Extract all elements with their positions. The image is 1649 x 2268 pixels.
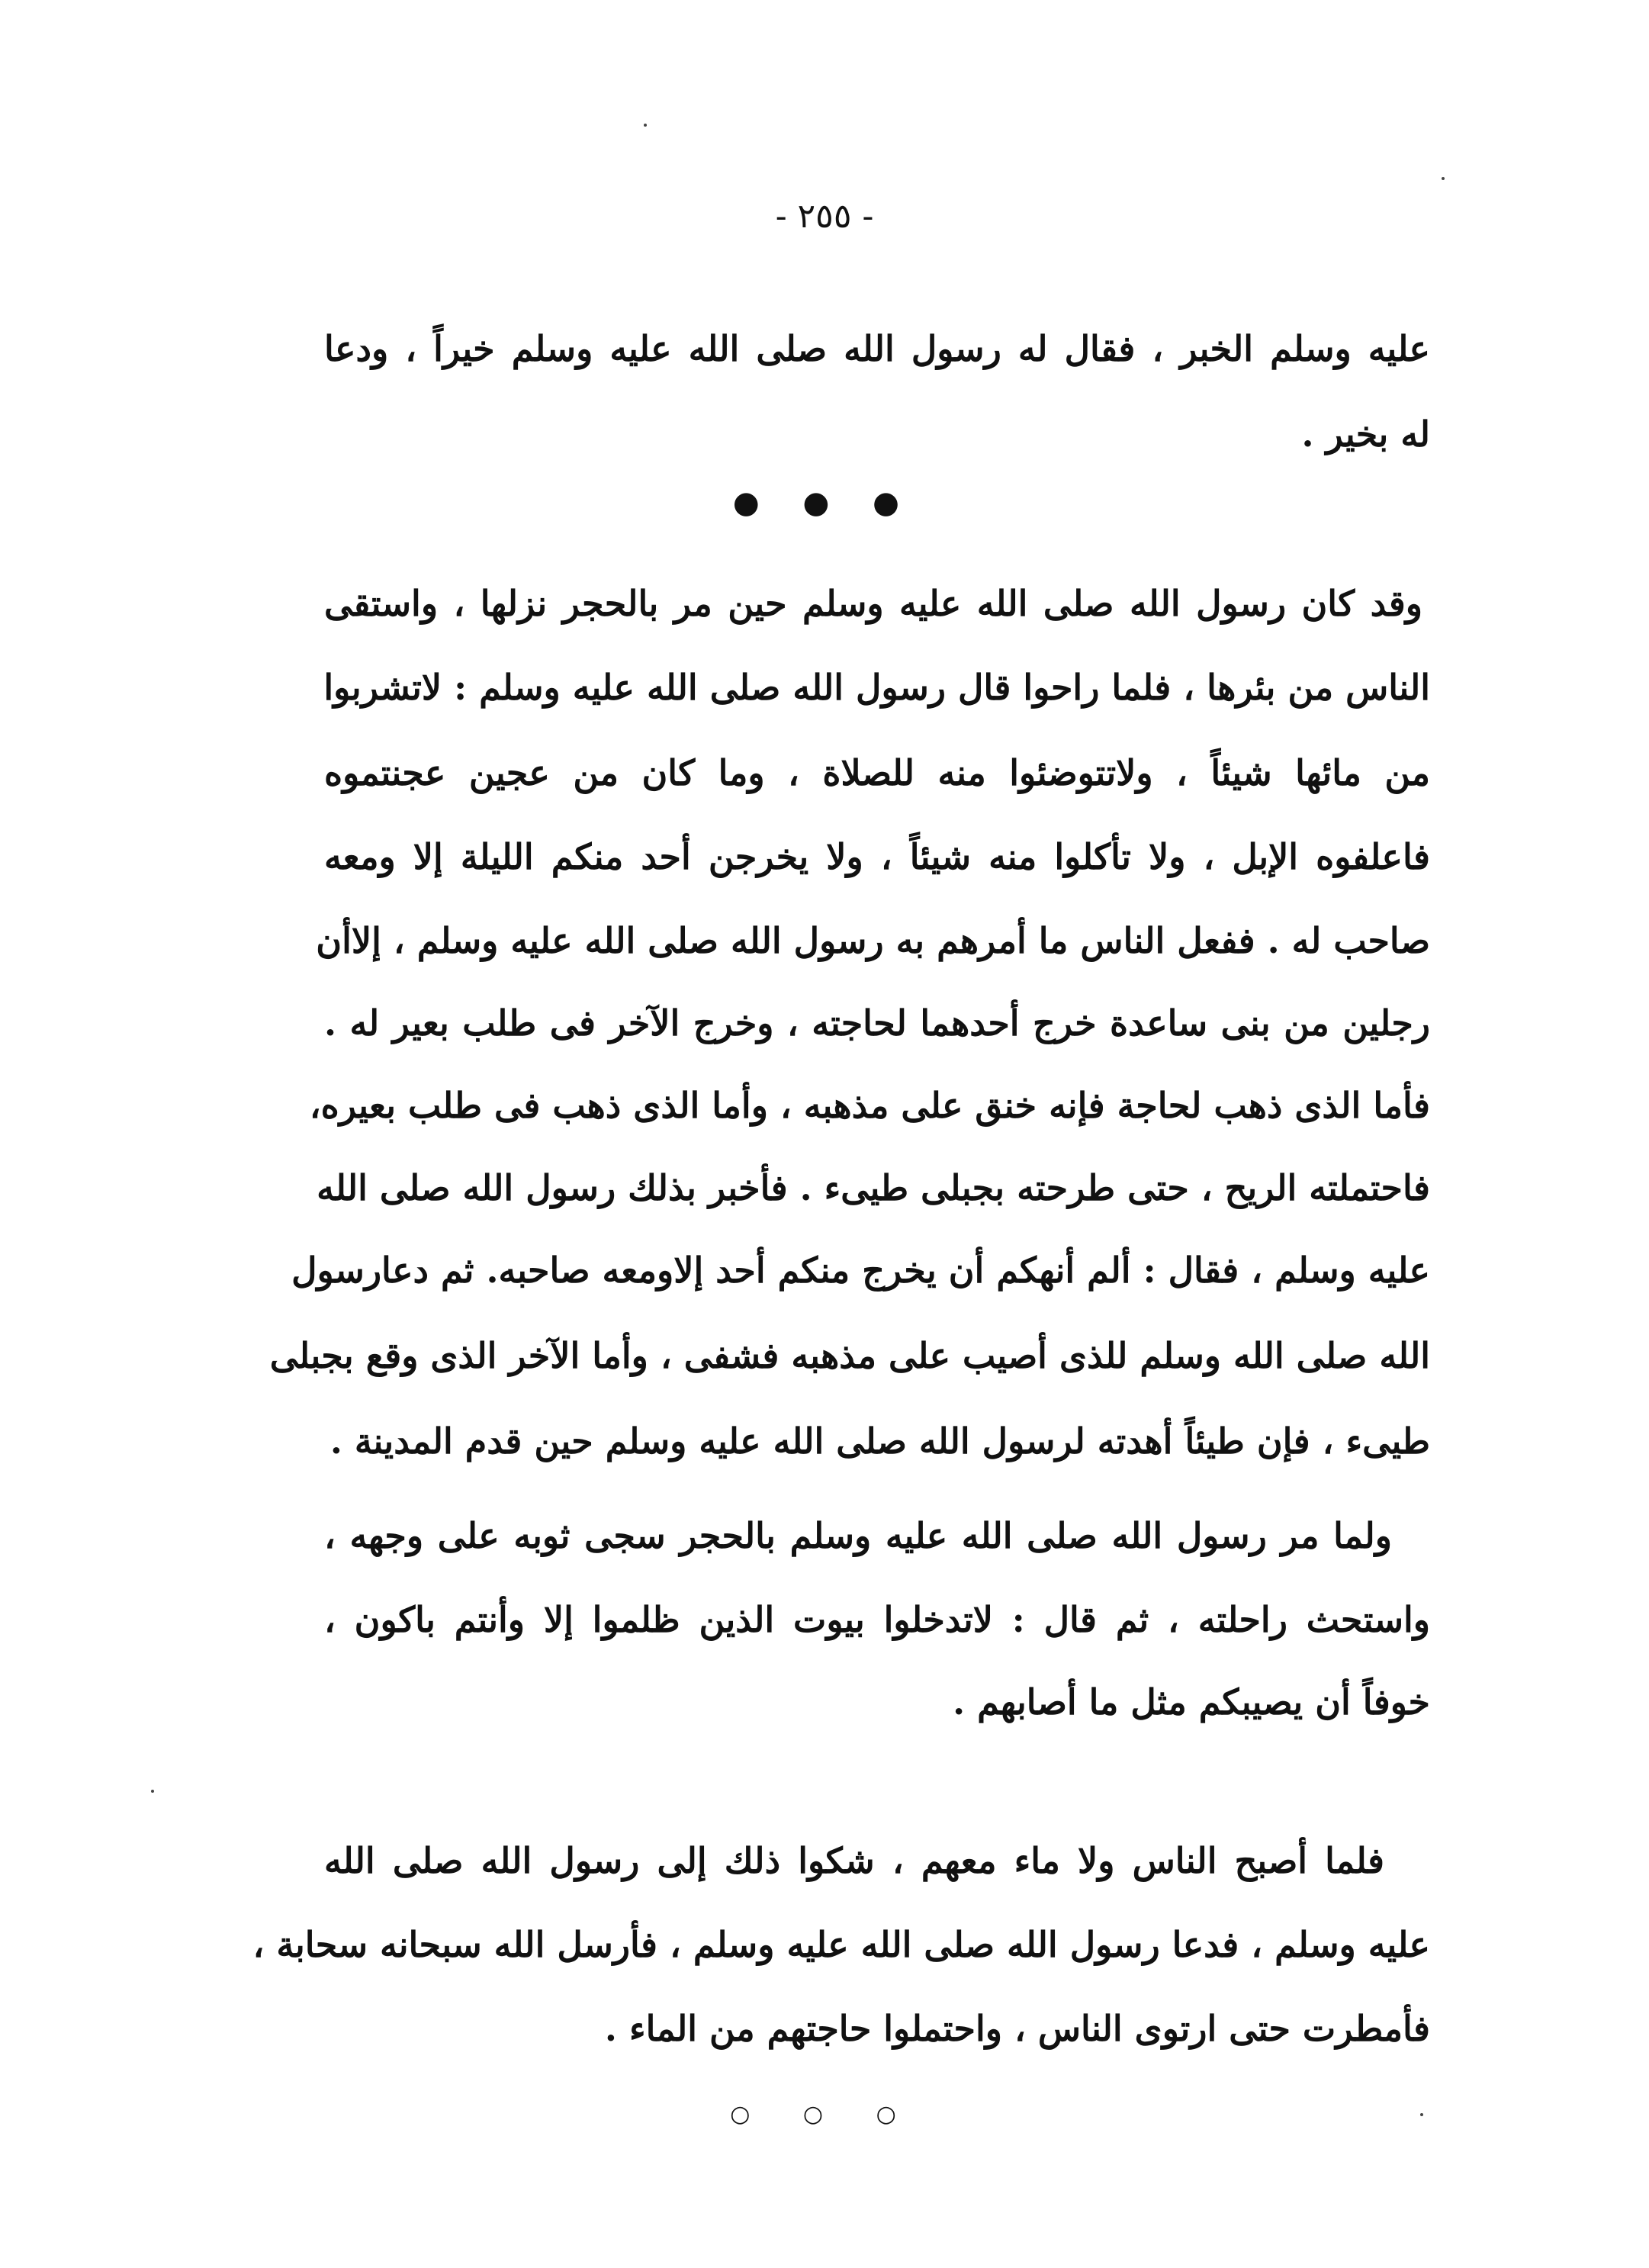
text-line: فاحتملته الريح ، حتى طرحته بجبلى طيىء . فأخبر بذلك رسول الله صلى الله <box>317 1167 1430 1208</box>
text-line: فاعلفوه الإبل ، ولا تأكلوا منه شيئاً ، ولا يخرجن أحد منكم الليلة إلا ومعه <box>324 836 1430 877</box>
paragraph-start-line: فلما أصبح الناس ولا ماء معهم ، شكوا ذلك إلى رسول الله صلى الله <box>324 1840 1384 1881</box>
scan-speck <box>151 1790 154 1793</box>
text-line: فأما الذى ذهب لحاجة فإنه خنق على مذهبه ، وأما الذى ذهب فى طلب بعيره، <box>309 1085 1430 1126</box>
scan-speck <box>1442 177 1445 180</box>
section-separator: ● ● ● <box>732 485 917 520</box>
text-line: له بخير . <box>1301 413 1430 455</box>
text-line: من مائها شيئاً ، ولاتتوضئوا منه للصلاة ، وما كان من عجين عجنتموه <box>324 752 1430 793</box>
text-line: عليه وسلم الخبر ، فقال له رسول الله صلى الله عليه وسلم خيراً ، ودعا <box>324 328 1430 369</box>
text-line: الناس من بئرها ، فلما راحوا قال رسول الله صلى الله عليه وسلم : لاتشربوا <box>323 667 1430 708</box>
text-line: خوفاً أن يصيبكم مثل ما أصابهم . <box>953 1681 1430 1723</box>
page-number: - ٢٥٥ - <box>775 197 874 236</box>
text-line: صاحب له . ففعل الناس ما أمرهم به رسول الله صلى الله عليه وسلم ، إلاأن <box>316 920 1430 961</box>
text-line: طيىء ، فإن طيئاً أهدته لرسول الله صلى الله عليه وسلم حين قدم المدينة . <box>329 1420 1430 1462</box>
text-line: الله صلى الله وسلم للذى أصيب على مذهبه فشفى ، وأما الآخر الذى وقع بجبلى <box>269 1335 1430 1376</box>
scan-speck <box>644 124 647 127</box>
paragraph-start-line: وقد كان رسول الله صلى الله عليه وسلم حين مر بالحجر نزلها ، واستقى <box>324 583 1422 624</box>
text-line: عليه وسلم ، فقال : ألم أنهكم أن يخرج منكم أحد إلاومعه صاحبه. ثم دعارسول <box>291 1250 1430 1291</box>
text-line: عليه وسلم ، فدعا رسول الله صلى الله عليه وسلم ، فأرسل الله سبحانه سحابة ، <box>252 1924 1430 1965</box>
section-separator: ○ ○ ○ <box>730 2101 919 2128</box>
text-line: فأمطرت حتى ارتوى الناس ، واحتملوا حاجتهم من الماء . <box>604 2008 1430 2049</box>
text-line: واستحث راحلته ، ثم قال : لاتدخلوا بيوت الذين ظلموا إلا وأنتم باكون ، <box>324 1599 1430 1640</box>
paragraph-start-line: ولما مر رسول الله صلى الله عليه وسلم بالحجر سجى ثوبه على وجهه ، <box>324 1515 1392 1556</box>
scan-speck <box>1420 2113 1423 2116</box>
text-line: رجلين من بنى ساعدة خرج أحدهما لحاجته ، وخرج الآخر فى طلب بعير له . <box>324 1002 1430 1044</box>
